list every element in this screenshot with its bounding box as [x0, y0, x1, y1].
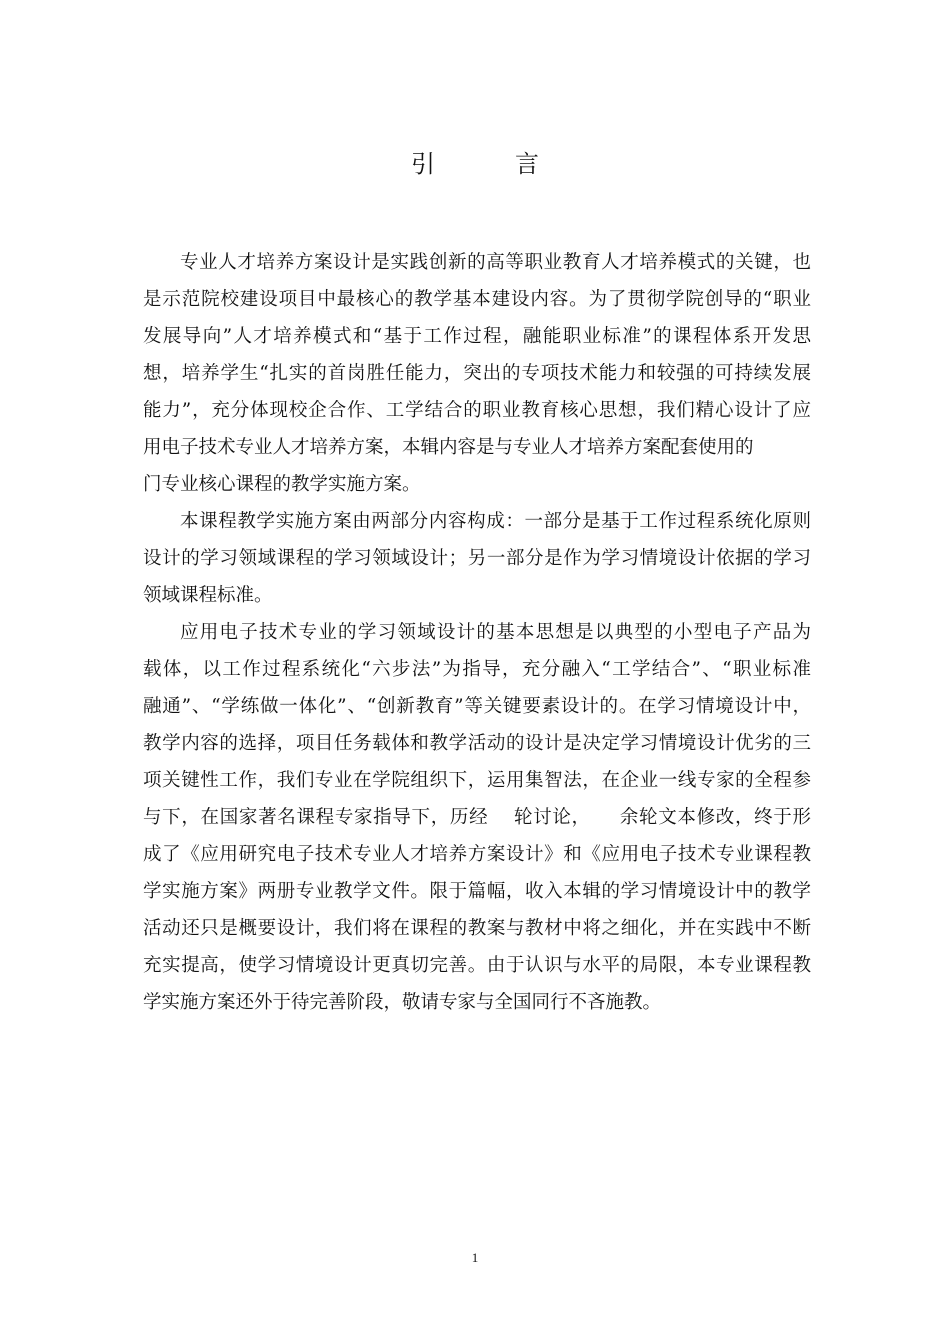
paragraph-1-line-5: 能力”，充分体现校企合作、工学结合的职业教育核心思想，我们精心设计了应: [143, 400, 811, 421]
paragraph-1-line-1: 专业人才培养方案设计是实践创新的高等职业教育人才培养模式的关键，也: [180, 252, 811, 273]
body-text: [143, 244, 811, 1021]
paragraph-3-line-5: 项关键性工作，我们专业在学院组织下，运用集智法，在企业一线专家的全程参: [143, 770, 811, 791]
page-title: 引 言: [411, 150, 567, 178]
paragraph-3-line-2: 载体，以工作过程系统化“六步法”为指导，充分融入“工学结合”、“职业标准: [143, 659, 811, 680]
paragraph-3-line-8: 学实施方案》两册专业教学文件。限于篇幅，收入本辑的学习情境设计中的教学: [143, 881, 811, 902]
paragraph-3-line-7: 成了《应用研究电子技术专业人才培养方案设计》和《应用电子技术专业课程教: [143, 844, 811, 865]
paragraph-1-line-2: 是示范院校建设项目中最核心的教学基本建设内容。为了贯彻学院创导的“职业: [143, 289, 811, 310]
paragraph-2-line-2: 设计的学习领域课程的学习领域设计；另一部分是作为学习情境设计依据的学习: [143, 548, 811, 569]
paragraph-2-line-3: 领域课程标准。: [143, 585, 273, 606]
paragraph-3-line-6: 与下，在国家著名课程专家指导下，历经 轮讨论， 余轮文本修改，终于形: [143, 807, 811, 828]
paragraph-3-line-1: 应用电子技术专业的学习领域设计的基本思想是以典型的小型电子产品为: [180, 622, 811, 643]
paragraph-1-line-3: 发展导向”人才培养模式和“基于工作过程，融能职业标准”的课程体系开发思: [143, 326, 811, 347]
paragraph-3-line-9: 活动还只是概要设计，我们将在课程的教案与教材中将之细化，并在实践中不断: [143, 918, 811, 939]
page-number: 1: [471, 1250, 479, 1265]
paragraph-3-line-11: 学实施方案还外于待完善阶段，敬请专家与全国同行不吝施教。: [143, 992, 662, 1013]
paragraph-3-line-3: 融通”、“学练做一体化”、“创新教育”等关键要素设计的。在学习情境设计中，: [143, 696, 811, 717]
paragraph-1-line-7: 门专业核心课程的教学实施方案。: [143, 474, 421, 495]
paragraph-3-line-10: 充实提高，使学习情境设计更真切完善。由于认识与水平的局限，本专业课程教: [143, 955, 811, 976]
paragraph-1-line-4: 想，培养学生“扎实的首岗胜任能力，突出的专项技术能力和较强的可持续发展: [143, 363, 811, 384]
paragraph-2-line-1: 本课程教学实施方案由两部分内容构成：一部分是基于工作过程系统化原则: [180, 511, 811, 532]
paragraph-1-line-6: 用电子技术专业人才培养方案，本辑内容是与专业人才培养方案配套使用的: [143, 437, 754, 458]
paragraph-3-line-4: 教学内容的选择，项目任务载体和教学活动的设计是决定学习情境设计优劣的三: [143, 733, 811, 754]
